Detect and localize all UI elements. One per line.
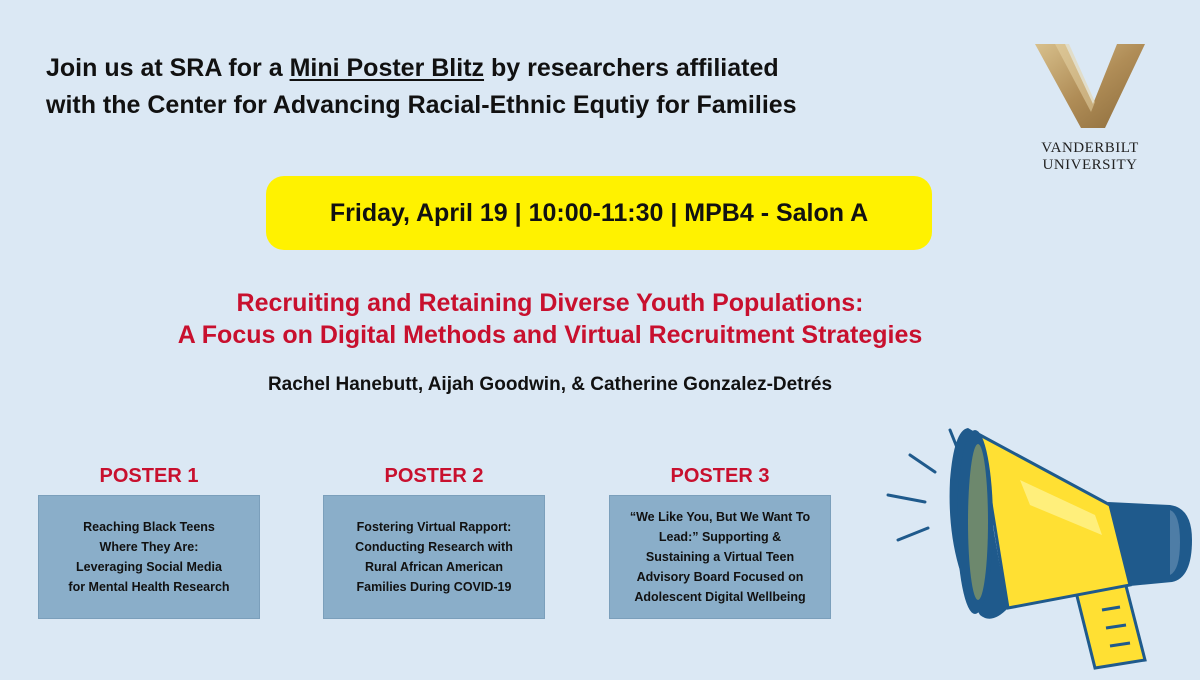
session-title-line-2: A Focus on Digital Methods and Virtual Recruitment Strategies xyxy=(177,321,923,349)
vanderbilt-logo xyxy=(1015,40,1165,180)
headline-line-1-post: by researchers affiliated xyxy=(484,54,779,82)
session-title xyxy=(100,287,1000,351)
poster-1-line: Where They Are: xyxy=(99,540,199,554)
session-authors: Rachel Hanebutt, Aijah Goodwin, & Catherine Gonzalez-Detrés xyxy=(267,374,833,395)
poster-2-label: POSTER 2 xyxy=(384,465,484,487)
poster-1-title xyxy=(68,517,229,597)
headline-line-2: with the Center for Advancing Racial-Ethnic Equtiy for Families xyxy=(46,91,797,119)
megaphone-illustration xyxy=(880,410,1200,675)
poster-2-line: Families During COVID-19 xyxy=(356,580,512,594)
poster-3-label: POSTER 3 xyxy=(670,465,770,487)
poster-2-title xyxy=(355,517,513,597)
headline-line-1 xyxy=(46,50,986,87)
poster-3-line: Sustaining a Virtual Teen xyxy=(645,550,795,564)
headline xyxy=(46,50,986,124)
logo-line-1: VANDERBILT xyxy=(1041,140,1139,156)
session-title-line-1: Recruiting and Retaining Diverse Youth Populations: xyxy=(236,289,864,317)
poster-1-line: Reaching Black Teens xyxy=(83,520,215,534)
poster-1-line: Leveraging Social Media xyxy=(76,560,222,574)
poster-2-line: Rural African American xyxy=(364,560,503,574)
event-details-banner: Friday, April 19 | 10:00-11:30 | MPB4 - Salon A xyxy=(266,176,932,250)
poster-2-line: Fostering Virtual Rapport: xyxy=(356,520,512,534)
headline-line-1-pre: Join us at SRA for a xyxy=(46,54,290,82)
vanderbilt-wordmark xyxy=(1015,140,1165,174)
megaphone-icon xyxy=(880,410,1200,675)
poster-3-line: Lead:” Supporting & xyxy=(658,530,782,544)
poster-1-box xyxy=(38,495,260,619)
poster-1-line: for Mental Health Research xyxy=(68,580,230,594)
poster-2-box xyxy=(323,495,545,619)
mini-poster-blitz-text: Mini Poster Blitz xyxy=(289,54,485,82)
poster-1-label: POSTER 1 xyxy=(99,465,199,487)
poster-2-line: Conducting Research with xyxy=(355,540,513,554)
vanderbilt-v-logo-icon xyxy=(1035,40,1145,130)
logo-line-2: UNIVERSITY xyxy=(1042,157,1138,173)
poster-3-line: “We Like You, But We Want To xyxy=(629,510,811,524)
poster-3-title xyxy=(630,507,810,607)
poster-3-line: Advisory Board Focused on xyxy=(636,570,804,584)
poster-3-box xyxy=(609,495,831,619)
poster-3-line: Adolescent Digital Wellbeing xyxy=(634,590,806,604)
